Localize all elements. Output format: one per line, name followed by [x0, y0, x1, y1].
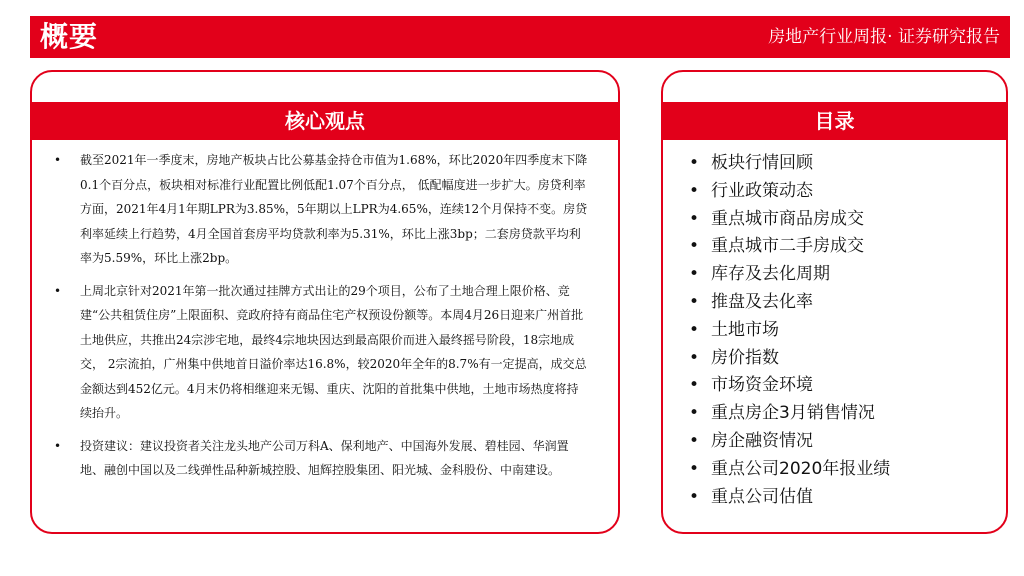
toc-item[interactable]: [689, 150, 890, 178]
toc-item[interactable]: [689, 233, 890, 261]
bullet-icon: •: [689, 208, 700, 229]
toc-item[interactable]: [689, 206, 890, 234]
point-text: 截至2021年一季度末，房地产板块占比公募基金持仓市值为1.68%，环比2020年四季度末下降0.1个百分点，板块相对标准行业配置比例低配1.07个百分点， 低配幅度进一步扩大。房贷利率方面，2021年4月1年期LPR为3.85%，5年期以上LPR为4.65%，连续12个月保持不变。房贷利率延续上行趋势，4月全国首套房平均贷款利率为5.31%，环比上涨3bp；二套房贷款平均利率为5.59%，环比上涨2bp。: [80, 153, 588, 265]
toc-item[interactable]: [689, 456, 891, 484]
point-text: 投资建议：建议投资者关注龙头地产公司万科A、保利地产、中国海外发展、碧桂园、华润置地、融创中国以及二线弹性品种新城控股、旭辉控股集团、阳光城、金科股份、中南建设。: [80, 438, 569, 477]
bullet-icon: •: [689, 347, 700, 368]
toc-list: [689, 150, 891, 511]
toc-item[interactable]: [689, 289, 890, 317]
bullet-icon: •: [54, 438, 62, 453]
bullet-icon: •: [689, 486, 700, 507]
toc-item[interactable]: [689, 400, 890, 428]
bullet-icon: •: [689, 458, 700, 479]
toc-item-label: 板块行情回顾: [711, 153, 813, 173]
bullet-icon: •: [689, 319, 700, 340]
bullet-icon: •: [689, 375, 700, 396]
bullet-icon: •: [689, 403, 700, 424]
toc-item-label: 重点城市二手房成交: [711, 236, 864, 257]
toc-item-label: 重点公司估值: [711, 486, 813, 507]
toc-panel: [661, 70, 1008, 534]
core-views-list: [54, 148, 590, 491]
report-type: 房地产行业周报· 证券研究报告: [768, 27, 1000, 47]
toc-item-label: 重点房企3月销售情况: [711, 403, 875, 424]
toc-item[interactable]: [689, 261, 890, 289]
core-views-panel: [30, 70, 620, 534]
toc-item-label: 房价指数: [711, 347, 779, 368]
toc-item-label: 土地市场: [711, 319, 779, 340]
toc-item-label: 重点城市商品房成交: [711, 208, 864, 229]
bullet-icon: •: [689, 180, 700, 201]
header-bar: [30, 16, 1010, 58]
toc-item[interactable]: [689, 178, 890, 206]
bullet-icon: •: [54, 283, 62, 298]
bullet-icon: •: [689, 291, 700, 312]
toc-item[interactable]: [689, 317, 890, 345]
list-item: [54, 279, 590, 426]
toc-item-label: 房企融资情况: [711, 430, 813, 451]
toc-heading: 目录: [663, 102, 1006, 140]
toc-item[interactable]: [689, 345, 890, 373]
toc-item-label: 市场资金环境: [711, 375, 813, 396]
list-item: [54, 434, 590, 483]
toc-item[interactable]: [689, 372, 890, 400]
point-text: 上周北京针对2021年第一批次通过挂牌方式出让的29个项目，公布了土地合理上限价格、竞建“公共租赁住房”上限面积、竞政府持有商品住宅产权预设份额等。本周4月26日迎来广州首批土地供应，共推出24宗涉宅地，最终4宗地块因达到最高限价而进入最终摇号阶段，18宗地成交， 2宗流拍，广州集中供地首日溢价率达16.8%，较2020年全年的8.7%有一定提高，成交总金额达到452亿元。4月末仍将相继迎来无锡、重庆、沈阳的首批集中供地，土地市场热度将持续抬升。: [80, 283, 587, 420]
page-title: 概要: [40, 20, 99, 53]
toc-item[interactable]: [689, 484, 890, 512]
toc-item-label: 库存及去化周期: [711, 264, 830, 285]
bullet-icon: •: [689, 153, 700, 173]
bullet-icon: •: [54, 153, 62, 167]
toc-item-label: 推盘及去化率: [711, 291, 813, 312]
toc-item-label: 行业政策动态: [711, 180, 813, 201]
bullet-icon: •: [689, 236, 700, 257]
list-item: [54, 148, 590, 271]
toc-item[interactable]: [689, 428, 890, 456]
toc-item-label: 重点公司2020年报业绩: [711, 458, 891, 479]
bullet-icon: •: [689, 264, 700, 285]
core-views-heading: 核心观点: [32, 102, 618, 140]
bullet-icon: •: [689, 430, 700, 451]
